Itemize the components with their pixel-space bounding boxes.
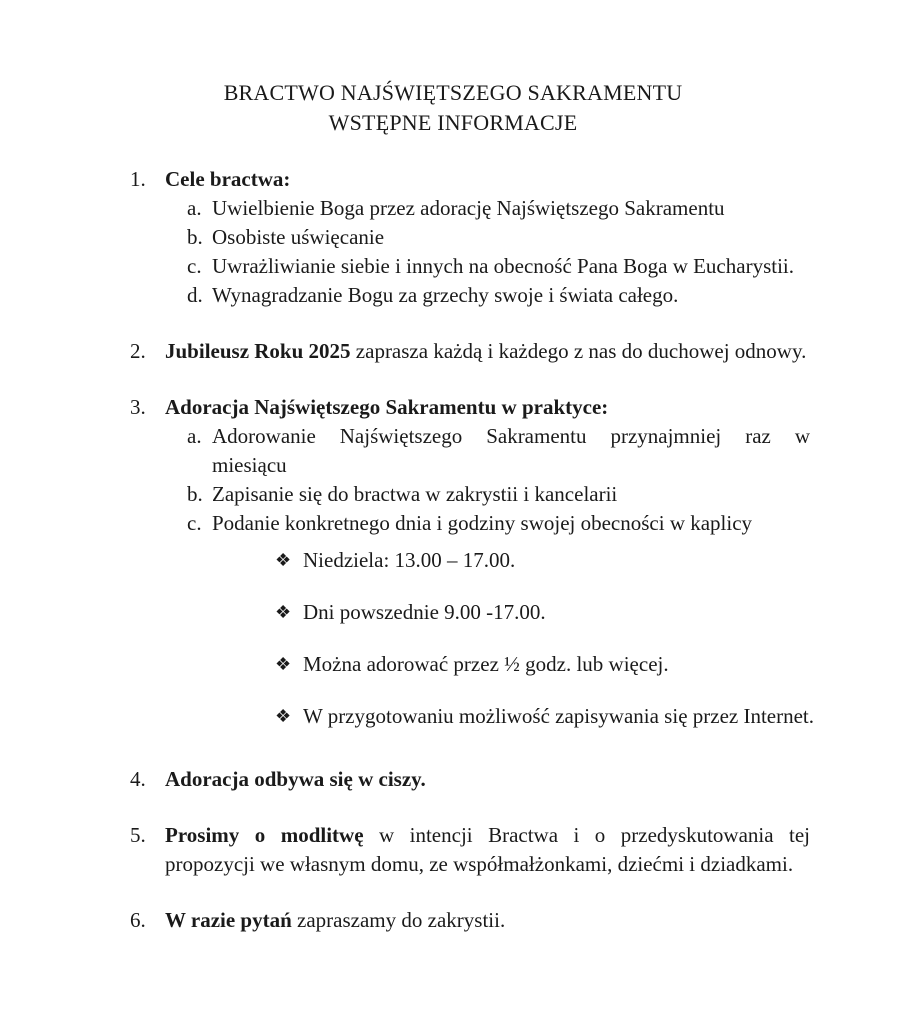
sub-item-text: Uwrażliwianie siebie i innych na obecność Pana Boga w Eucharystii. — [212, 254, 794, 278]
item-text — [165, 337, 810, 366]
diamond-bullet-icon: ❖ — [275, 654, 292, 674]
sub-item-text: Wynagradzanie Bogu za grzechy swoje i świata całego. — [212, 283, 679, 307]
item-bold-text: Prosimy o modlitwę — [165, 823, 364, 847]
sub-item-letter: a. — [187, 196, 202, 220]
sub-item-1a — [187, 194, 810, 223]
bullet-item-3 — [275, 650, 810, 679]
sub-item-text: Podanie konkretnego dnia i godziny swojej obecności w kaplicy — [212, 511, 753, 535]
item-regular-text: w intencji Bractwa i o przedyskutowania tej — [363, 823, 811, 847]
document-title — [0, 78, 906, 138]
item-number: 3. — [130, 395, 146, 419]
item-text — [165, 821, 810, 879]
sub-item-letter: b. — [187, 482, 203, 506]
numbered-item-5 — [130, 821, 810, 879]
item-number: 5. — [130, 823, 146, 847]
numbered-item-4 — [130, 765, 810, 794]
diamond-bullet-icon: ❖ — [275, 550, 292, 570]
sublist-1 — [187, 194, 810, 310]
numbered-item-2 — [130, 337, 810, 366]
sub-item-letter: d. — [187, 283, 203, 307]
sub-item-3a — [187, 422, 810, 480]
title-line-1: BRACTWO NAJŚWIĘTSZEGO SAKRAMENTU — [223, 80, 683, 105]
bullet-text: Dni powszednie 9.00 -17.00. — [303, 600, 546, 624]
item-regular-text: zaprasza każdą i każdego z nas do duchowej odnowy. — [350, 339, 807, 363]
sub-item-text: Uwielbienie Boga przez adorację Najświętszego Sakramentu — [212, 196, 725, 220]
item-bold-text: W razie pytań — [165, 908, 292, 932]
bullet-text: Niedziela: 13.00 – 17.00. — [303, 548, 516, 572]
bullet-text: W przygotowaniu możliwość zapisywania się przez Internet. — [303, 704, 815, 728]
bullet-text: Można adorować przez ½ godz. lub więcej. — [303, 652, 669, 676]
item-bold-text: Adoracja odbywa się w ciszy. — [165, 767, 426, 791]
bullet-list — [275, 546, 815, 731]
item-number: 4. — [130, 767, 146, 791]
item-regular-text: zapraszamy do zakrystii. — [291, 908, 506, 932]
sub-item-1d — [187, 281, 810, 310]
item-bold-text: Adoracja Najświętszego Sakramentu w praktyce: — [165, 395, 609, 419]
item-bold-text: Jubileusz Roku 2025 — [165, 339, 351, 363]
item-text — [165, 165, 810, 194]
wrapped-line: propozycji we własnym domu, ze współmałżonkami, dziećmi i dziadkami. — [165, 852, 794, 876]
sub-item-letter: b. — [187, 225, 203, 249]
sub-item-letter: c. — [187, 254, 202, 278]
item-text — [165, 906, 810, 935]
item-text — [165, 393, 810, 422]
sublist-3 — [187, 422, 815, 731]
bullet-item-1 — [275, 546, 810, 575]
justified-line: Adorowanie Najświętszego Sakramentu przynajmniej raz w — [212, 424, 810, 448]
item-number: 2. — [130, 339, 146, 363]
numbered-item-1 — [130, 165, 810, 194]
sub-item-1b — [187, 223, 810, 252]
item-number: 6. — [130, 908, 146, 932]
item-number: 1. — [130, 167, 146, 191]
diamond-bullet-icon: ❖ — [275, 706, 292, 726]
diamond-bullet-icon: ❖ — [275, 602, 292, 622]
item-bold-text: Cele bractwa: — [165, 167, 291, 191]
sub-item-text: Osobiste uświęcanie — [212, 225, 385, 249]
sub-item-text: Zapisanie się do bractwa w zakrystii i kancelarii — [212, 482, 618, 506]
sub-item-3c — [187, 509, 810, 538]
bullet-item-4 — [275, 702, 815, 731]
numbered-item-6 — [130, 906, 810, 935]
sub-item-1c — [187, 252, 810, 281]
sub-item-letter: c. — [187, 511, 202, 535]
sub-item-text — [212, 422, 810, 480]
sub-item-3b — [187, 480, 810, 509]
sub-item-letter: a. — [187, 424, 202, 448]
wrapped-line: miesiącu — [212, 453, 287, 477]
title-line-2: WSTĘPNE INFORMACJE — [328, 110, 578, 135]
justified-line — [165, 821, 810, 850]
item-text — [165, 765, 810, 794]
numbered-item-3 — [130, 393, 810, 422]
bullet-item-2 — [275, 598, 810, 627]
